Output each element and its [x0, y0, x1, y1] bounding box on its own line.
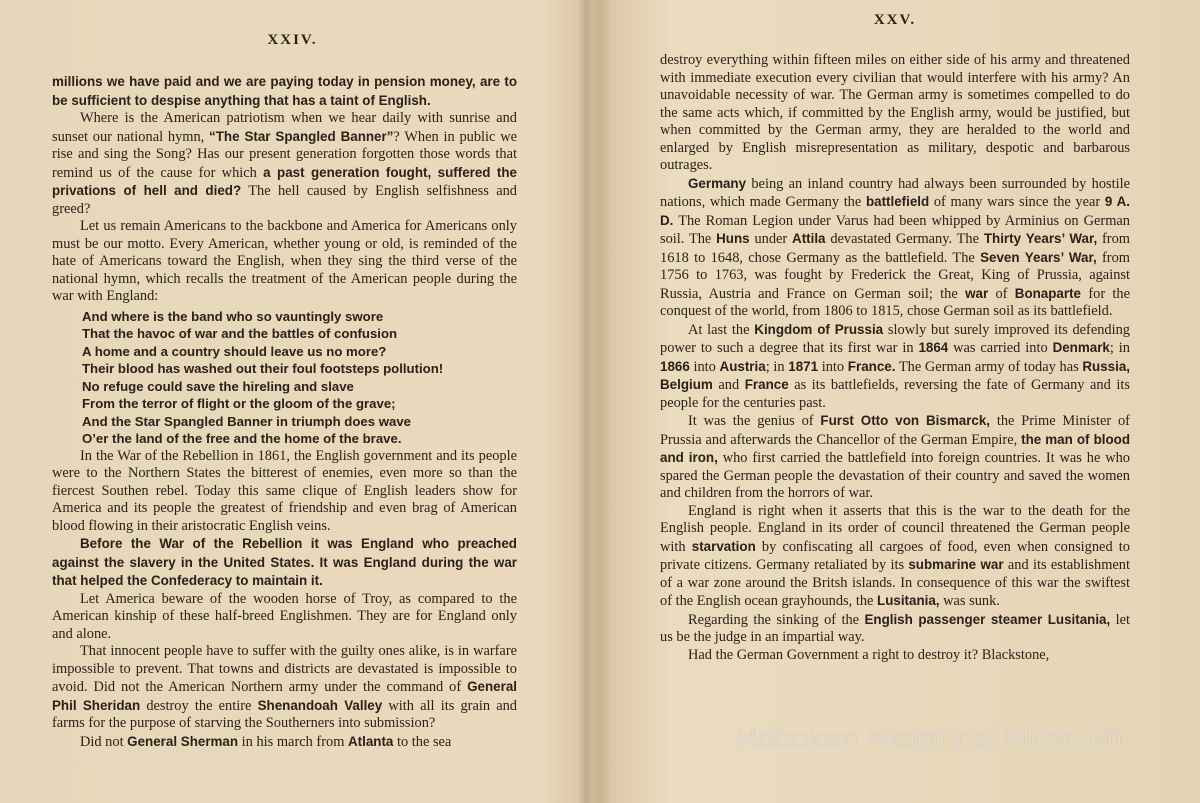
paragraph [52, 535, 517, 591]
text-run: into [818, 358, 848, 375]
left-pre-poem-paragraphs [52, 73, 517, 306]
bold-text-run: a past generation fought, suffered the privations of hell and died? [52, 164, 517, 198]
bold-text-run: Thirty Years’ War, [983, 231, 1098, 246]
bold-text-run: starvation [691, 538, 756, 554]
text-run: under [749, 231, 793, 247]
text-run: of many wars since the year [929, 194, 1105, 210]
text-run: Did not [80, 733, 128, 750]
bold-text-run: Furst Otto von Bismarck, [820, 413, 991, 428]
bold-text-run: France [744, 377, 789, 392]
text-run: to the sea [393, 733, 452, 750]
bold-text-run: Attila [792, 231, 826, 246]
text-run: The Roman Legion under Varus had been whipped by Arminius on German soil. The [660, 212, 1130, 247]
paragraph [660, 503, 1130, 611]
text-run: Had the German Government a right to destroy it? Blackstone, [688, 646, 1050, 663]
museum-watermark: Hoboken Historical Museum [735, 722, 1123, 755]
paragraph [52, 643, 517, 733]
text-run: Let us remain Americans to the backbone and America for Americans only must be our motto. Every American, whether young or old, is reminded of the hate of Americans toward the English, when they sing the third verse of the national hymn, which recalls the treatment of the American people during the war with England: [52, 218, 517, 304]
text-run: Regarding the sinking of the [688, 611, 865, 628]
bold-text-run: Denmark [1052, 340, 1110, 355]
bold-text-run: Atlanta [347, 733, 394, 749]
verse-line: That the havoc of war and the battles of confusion [82, 326, 398, 341]
text-run: in his march from [238, 733, 348, 750]
bold-text-run: Lusitania, [877, 593, 940, 608]
text-run: At last the [688, 321, 755, 338]
paragraph [660, 647, 1130, 665]
verse-line: And the Star Spangled Banner in triumph does wave [82, 413, 412, 429]
bold-text-run: 1866 [660, 358, 690, 374]
text-run: Let America beware of the wooden horse of Troy, as compared to the American kinship of these half-breed Englishmen. They are for England only and alone. [52, 590, 517, 642]
text-run: the Prime Minister of Prussia and afterwards the Chancellor of the German Empire, [660, 413, 1130, 448]
paragraph [52, 733, 517, 752]
text-run: It was the genius of [688, 413, 821, 429]
text-run: as its battlefields, reversing the fate of Germany and its people for the centuries past. [660, 377, 1130, 411]
text-run: with all its grain and farms for the purpose of starving the Southerners into submission? [52, 697, 517, 731]
bold-text-run: Kingdom of Prussia [754, 321, 884, 337]
paragraph [660, 611, 1130, 647]
bold-text-run: millions we have paid and we are paying today in pension money, are to be sufficient to despise anything that has a taint of English. [52, 74, 517, 108]
right-page-text [660, 52, 1130, 664]
left-post-poem-paragraphs [52, 448, 517, 752]
bold-text-run: English passenger steamer Lusitania, [864, 611, 1111, 627]
text-run: of [988, 285, 1015, 302]
text-run: let us be the judge in an impartial way. [660, 611, 1130, 645]
text-run: destroy the entire [140, 697, 258, 714]
bold-text-run: battlefield [865, 194, 930, 209]
bold-text-run: Austria [719, 358, 766, 374]
text-run: was carried into [948, 340, 1053, 356]
text-run: devastated Germany. The [825, 231, 984, 247]
bold-text-run: Germany [688, 175, 747, 191]
text-run: slowly but surely improved its defending power to such a degree that its first war in [660, 321, 1130, 356]
bold-text-run: 1871 [788, 358, 819, 374]
text-run: ; in [1109, 340, 1130, 356]
bold-text-run: General Phil Sheridan [52, 679, 517, 713]
paragraph [660, 321, 1130, 413]
left-page [0, 0, 585, 803]
paragraph [52, 591, 517, 644]
bold-text-run: Seven Years’ War, [980, 249, 1097, 265]
verse-line: From the terror of flight or the gloom of the grave; [82, 396, 396, 411]
verse-line: O’er the land of the free and the home of the brave. [82, 431, 402, 446]
bold-text-run: Bonaparte [1014, 285, 1082, 301]
text-run: from 1756 to 1763, was fought by Frederick the Great, King of Prussia, against Russia, Austria and France on German soil; the [660, 249, 1130, 302]
bold-text-run: the man of blood and iron, [660, 431, 1131, 465]
right-page-number: XXV. [873, 12, 917, 28]
text-run: into [689, 358, 720, 375]
paragraph [660, 52, 1130, 175]
bold-text-run: “The Star Spangled Banner” [209, 128, 394, 144]
right-page [590, 0, 1200, 803]
bold-text-run: Shenandoah Valley [257, 697, 383, 713]
bold-text-run: submarine war [908, 557, 1004, 572]
bold-text-run: General Sherman [127, 733, 239, 749]
left-page-text [52, 73, 517, 751]
paragraph [52, 218, 517, 306]
bold-text-run: France. [847, 358, 896, 374]
text-run: That innocent people have to suffer with the guilty ones alike, is in warfare impossible to prevent. That towns and districts are devastated is impossible to avoid. Did not the American Northern army under the command of [52, 643, 517, 695]
bold-text-run: war [965, 285, 989, 301]
text-run: The hell caused by English selfishness and greed? [52, 183, 517, 217]
text-run: and [712, 377, 745, 393]
text-run: was sunk. [939, 593, 1000, 609]
paragraph [660, 175, 1130, 321]
bold-text-run: Before the War of the Rebellion it was England who preached against the slavery in the United States. It was England during the war that helped the Confederacy to maintain it. [52, 536, 517, 588]
text-run: from 1618 to 1648, chose Germany as the battlefield. The [660, 231, 1130, 266]
paragraph [52, 448, 517, 536]
text-run: being an inland country had always been surrounded by hostile nations, which made Germany the [660, 175, 1130, 210]
text-run: by confiscating all cargoes of food, even when consigned to private citizens. Germany retaliated by its [660, 538, 1130, 573]
verse-line: A home and a country should leave us no more? [82, 343, 387, 359]
paragraph [660, 412, 1130, 503]
text-run: Where is the American patriotism when we hear daily with sunrise and sunset our national hymn, [52, 110, 517, 145]
bold-text-run: 1864 [918, 340, 949, 355]
hymn-verse [82, 308, 517, 448]
text-run: England is right when it asserts that this is the war to the death for the English people. England in its order of council threatened the German people with [660, 502, 1130, 555]
text-run: ; in [765, 358, 789, 375]
verse-line: No refuge could save the hireling and slave [82, 378, 354, 394]
text-run: ? When in public we rise and sing the Song? Has our present generation forgotten those words that remind us of the cause for which [52, 128, 517, 181]
left-page-number: XXIV. [267, 32, 318, 48]
bold-text-run: Russia, Belgium [660, 358, 1130, 392]
text-run: who first carried the battlefield into foreign countries. It was he who spared the German people the devastation of their country and saved the women and children from the horrors of war. [660, 450, 1130, 501]
verse-line: Their blood has washed out their foul footsteps pollution! [82, 361, 444, 376]
text-run: for the conquest of the world, from 1806 to 1815, chose German soil as its battlefield. [660, 285, 1130, 319]
text-run: destroy everything within fifteen miles on either side of his army and threatened with immediate execution every civilian that would interfere with his army? An unavoidable necessity of war. The German army is sometimes compelled to do the same acts which, if committed by the English army, would be justified, but when committed by the German army, they are heralded to the world and enlarged by English misrepresentation as military, despotic and barbarous outrages. [660, 52, 1130, 173]
paragraph [52, 110, 517, 218]
text-run: The German army of today has [895, 358, 1083, 375]
paragraph [52, 73, 517, 110]
text-run: In the War of the Rebellion in 1861, the English government and its people were to the Northern States the bitterest of enemies, even more so than the fiercest Southen rebel. Today this same clique of English leaders show for America and its people the greatest of friendship and even brag of American blood flowing in their aristocratic English veins. [52, 447, 517, 534]
text-run: and its establishment of a war zone around the Britsh islands. In consequence of this war the swiftest of the English ocean grayhounds, the [660, 557, 1130, 609]
verse-line: And where is the band who so vauntingly swore [82, 308, 384, 324]
bold-text-run: 9 A. D. [660, 194, 1130, 228]
bold-text-run: Huns [716, 231, 750, 246]
